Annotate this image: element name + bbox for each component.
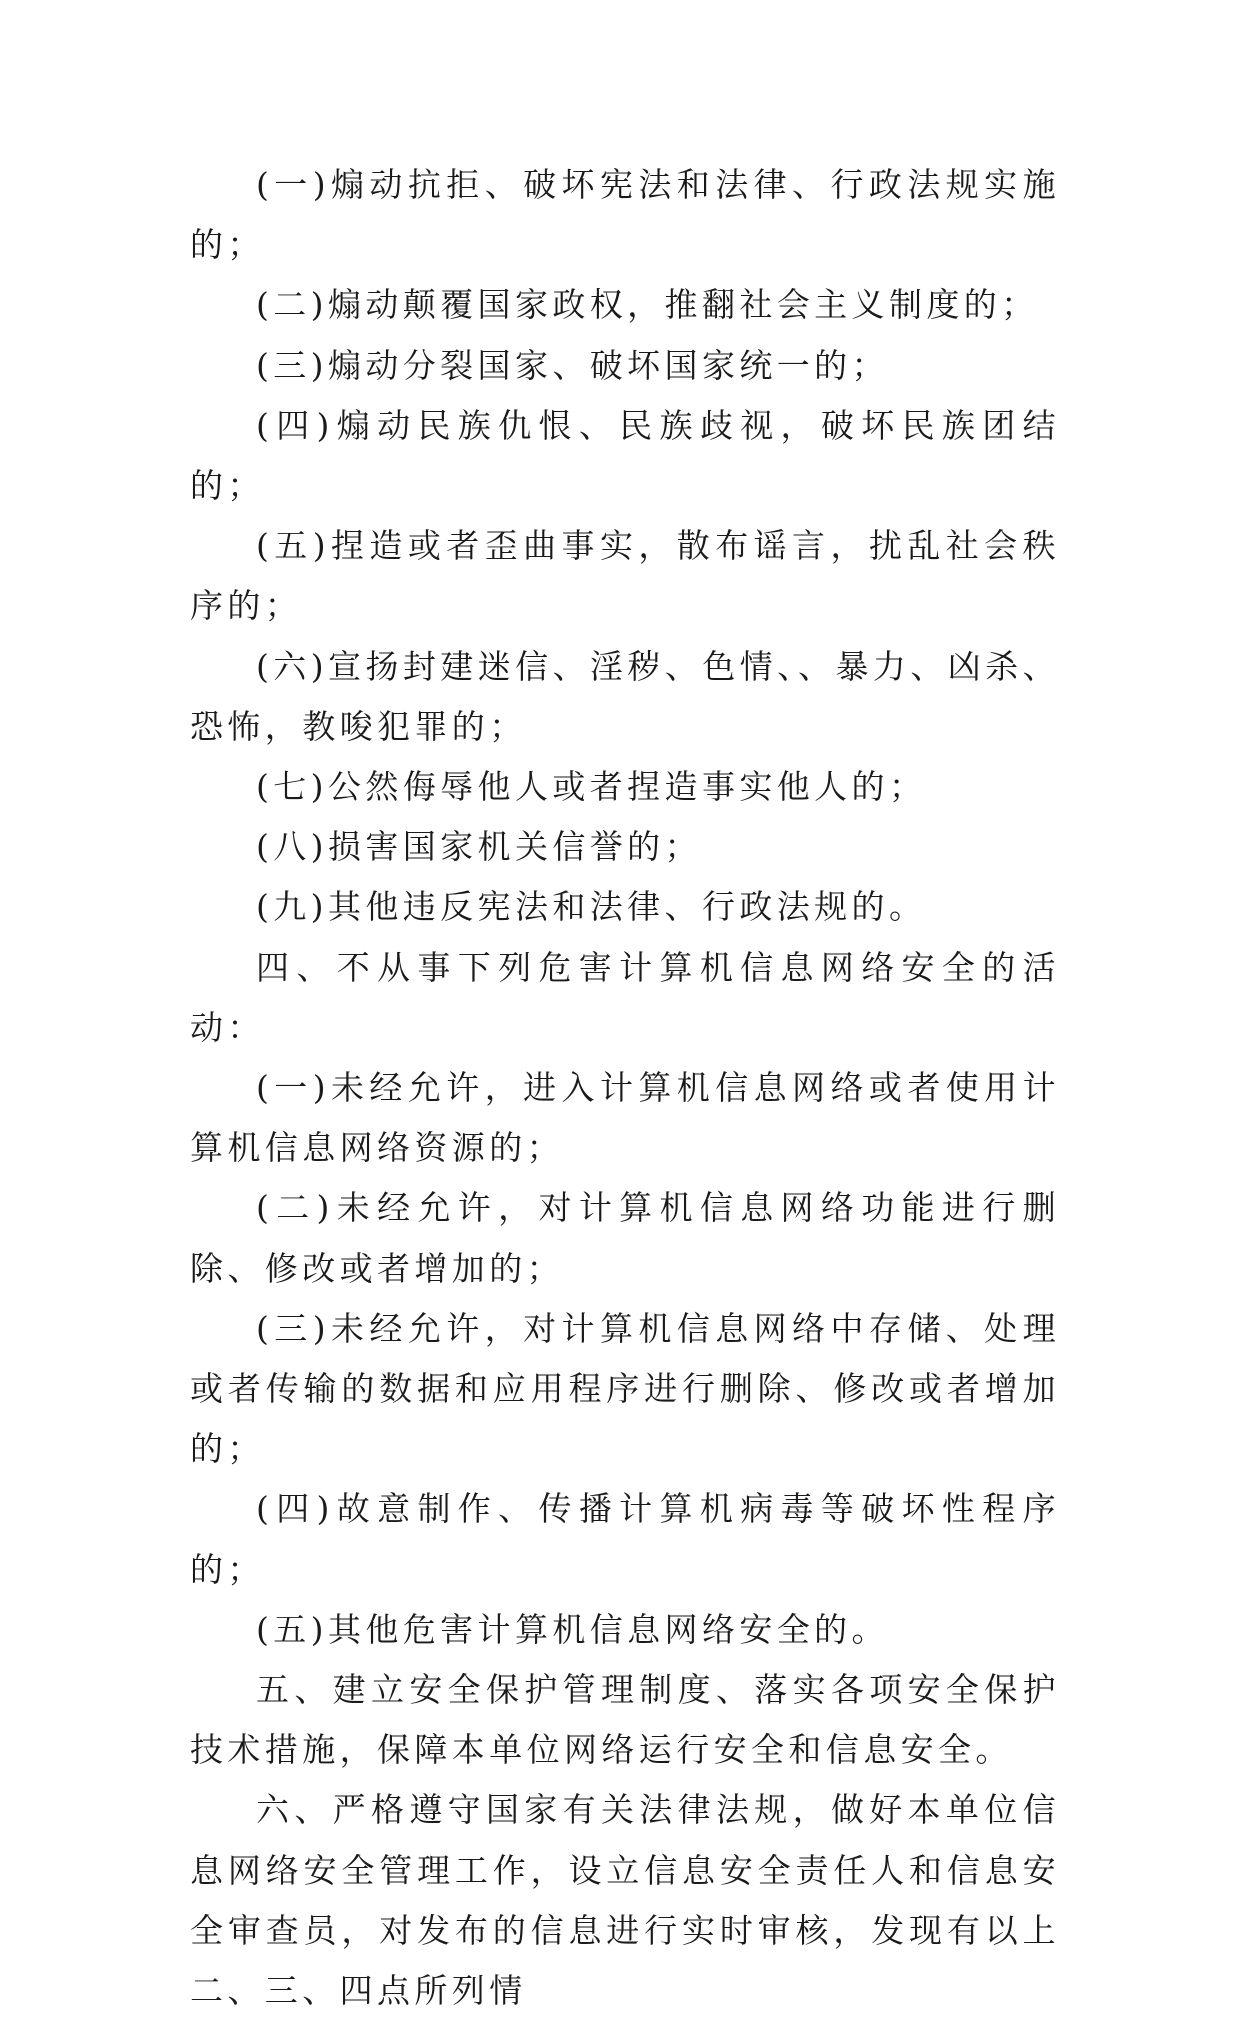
- document-body: [190, 155, 1060, 2021]
- paragraph-13: (三)未经允许，对计算机信息网络中存储、处理或者传输的数据和应用程序进行删除、修改或者增加的；: [190, 1308, 1060, 1469]
- paragraph-17: 六、严格遵守国家有关法律法规，做好本单位信息网络安全管理工作，设立信息安全责任人和信息安全审查员，对发布的信息进行实时审核，发现有以上二、三、四点所列情: [190, 1790, 1060, 2011]
- paragraph-6: (六)宣扬封建迷信、淫秽、色情、、暴力、凶杀、恐怖，教唆犯罪的；: [190, 646, 1060, 746]
- paragraph-11: (一)未经允许，进入计算机信息网络或者使用计算机信息网络资源的；: [190, 1068, 1060, 1168]
- paragraph-9: (九)其他违反宪法和法律、行政法规的。: [256, 887, 927, 927]
- paragraph-3: (三)煽动分裂国家、破坏国家统一的；: [256, 345, 889, 385]
- paragraph-16: 五、建立安全保护管理制度、落实各项安全保护技术措施，保障本单位网络运行安全和信息安全。: [190, 1670, 1060, 1770]
- paragraph-5: (五)捏造或者歪曲事实，散布谣言，扰乱社会秩序的；: [190, 526, 1060, 626]
- paragraph-8: (八)损害国家机关信誉的；: [256, 827, 702, 867]
- paragraph-12: (二)未经允许，对计算机信息网络功能进行删除、修改或者增加的；: [190, 1188, 1060, 1288]
- paragraph-10: 四、不从事下列危害计算机信息网络安全的活动：: [190, 947, 1060, 1047]
- paragraph-7: (七)公然侮辱他人或者捏造事实他人的；: [256, 767, 927, 807]
- paragraph-15: (五)其他危害计算机信息网络安全的。: [256, 1609, 889, 1649]
- paragraph-14: (四)故意制作、传播计算机病毒等破坏性程序的；: [190, 1489, 1060, 1589]
- paragraph-1: (一)煽动抗拒、破坏宪法和法律、行政法规实施的；: [190, 165, 1060, 265]
- paragraph-2: (二)煽动颠覆国家政权，推翻社会主义制度的；: [256, 285, 1039, 325]
- paragraph-4: (四)煽动民族仇恨、民族歧视，破坏民族团结的；: [190, 405, 1060, 506]
